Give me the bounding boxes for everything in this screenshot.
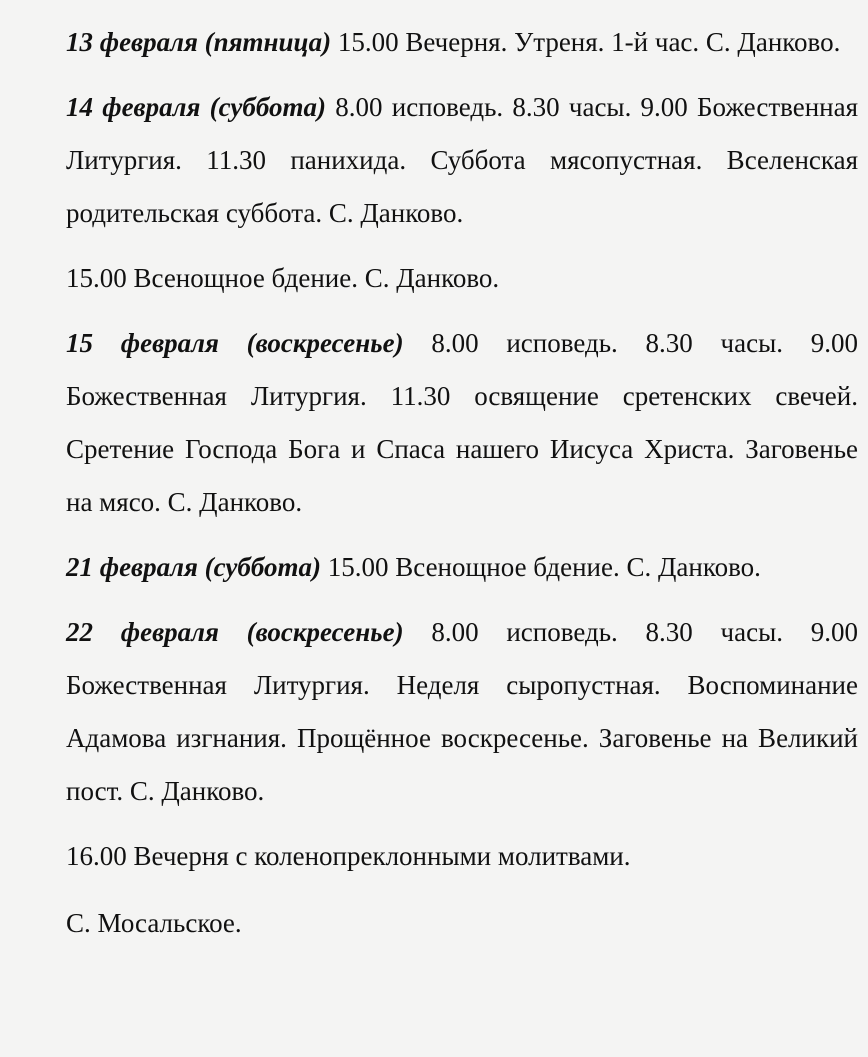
entry-date: 22 февраля (воскресенье) <box>66 617 404 647</box>
schedule-entry-feb-14 <box>66 81 858 240</box>
entry-text: С. Мосальское. <box>66 908 242 938</box>
schedule-entry-feb-22-location <box>66 897 858 950</box>
entry-date: 14 февраля (суббота) <box>66 92 326 122</box>
schedule-entry-feb-14-evening <box>66 252 858 305</box>
schedule-entry-feb-22 <box>66 606 858 818</box>
entry-date: 21 февраля (суббота) <box>66 552 321 582</box>
entry-text: 8.00 исповедь. 8.30 часы. 9.00 Божественная Литургия. Неделя сыропустная. Воспоминание Адамова изгнания. Прощённое воскресенье. Заговенье на Великий пост. С. Данково. <box>66 617 858 806</box>
entry-text: 15.00 Всенощное бдение. С. Данково. <box>66 263 500 293</box>
entry-text: 16.00 Вечерня с коленопреклонными молитвами. <box>66 841 631 871</box>
entry-text: 8.00 исповедь. 8.30 часы. 9.00 Божественная Литургия. 11.30 освящение сретенских свечей. Сретение Господа Бога и Спаса нашего Иисуса Христа. Заговенье на мясо. С. Данково. <box>66 328 858 517</box>
entry-date: 15 февраля (воскресенье) <box>66 328 404 358</box>
entry-text: 15.00 Всенощное бдение. С. Данково. <box>321 552 761 582</box>
schedule-entry-feb-15 <box>66 317 858 529</box>
entry-text: 8.00 исповедь. 8.30 часы. 9.00 Божественная Литургия. 11.30 панихида. Суббота мясопустная. Вселенская родительская суббота. С. Данково. <box>66 92 858 228</box>
schedule-entry-feb-21 <box>66 541 858 594</box>
schedule-entry-feb-13 <box>66 16 858 69</box>
entry-date: 13 февраля (пятница) <box>66 27 332 57</box>
entry-text: 15.00 Вечерня. Утреня. 1-й час. С. Данково. <box>331 27 841 57</box>
schedule-entry-feb-22-evening <box>66 830 858 883</box>
